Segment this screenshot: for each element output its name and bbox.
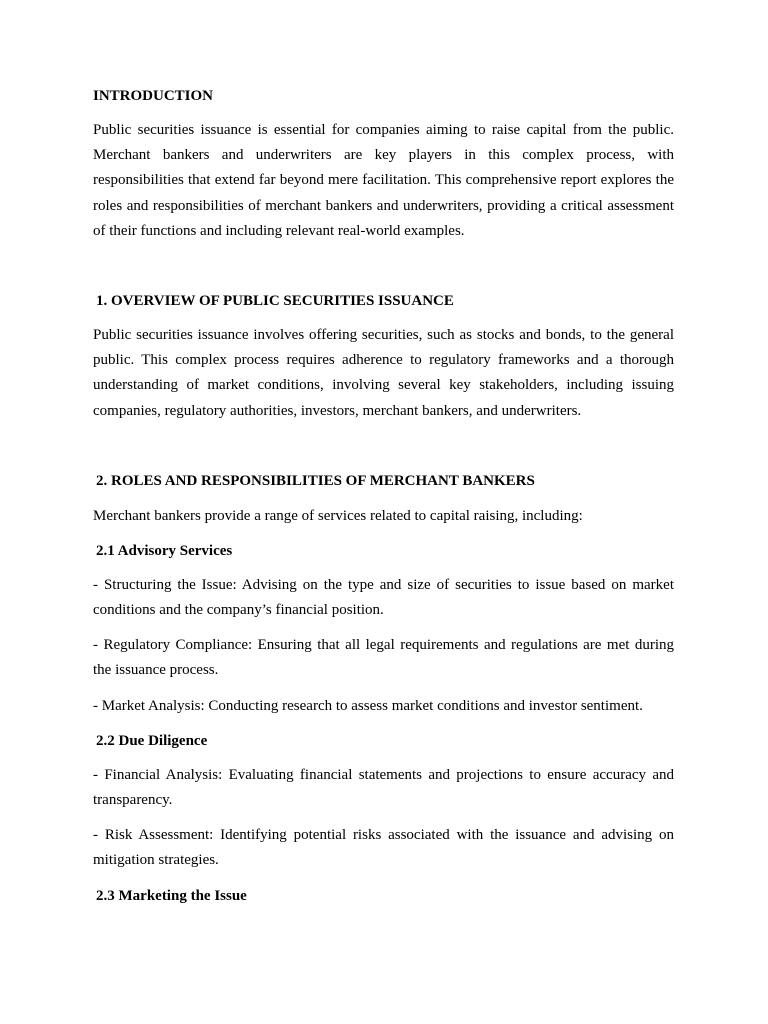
subsection-2-1-item-market-analysis: - Market Analysis: Conducting research to assess market conditions and investor sentiment. (93, 698, 643, 714)
intro-heading: INTRODUCTION (93, 88, 214, 104)
section-1-paragraph: Public securities issuance involves offering securities, such as stocks and bonds, to the general public. This complex process requires adherence to regulatory frameworks and a thorough understanding of market conditions, involving several key stakeholders, including issuing companies, regulatory authorities, investors, merchant bankers, and underwriters. (93, 327, 674, 419)
section-2-heading: 2. ROLES AND RESPONSIBILITIES OF MERCHANT BANKERS (96, 473, 535, 489)
subsection-2-2-item-financial-analysis: - Financial Analysis: Evaluating financial statements and projections to ensure accuracy and transparency. (93, 767, 674, 809)
intro-paragraph: Public securities issuance is essential for companies aiming to raise capital from the public. Merchant bankers and underwriters are key players in this complex process, with responsibilities that extend far beyond mere facilitation. This comprehensive report explores the roles and responsibilities of merchant bankers and underwriters, providing a critical assessment of their functions and including relevant real-world examples. (93, 122, 674, 239)
subsection-2-1-heading: 2.1 Advisory Services (96, 543, 233, 559)
subsection-2-1-item-structuring: - Structuring the Issue: Advising on the type and size of securities to issue based on market conditions and the company’s financial position. (93, 577, 674, 619)
section-1-heading: 1. OVERVIEW OF PUBLIC SECURITIES ISSUANCE (96, 293, 454, 309)
subsection-2-2-item-risk-assessment: - Risk Assessment: Identifying potential risks associated with the issuance and advising on mitigation strategies. (93, 827, 674, 869)
section-2-intro: Merchant bankers provide a range of services related to capital raising, including: (93, 508, 583, 524)
subsection-2-3-heading: 2.3 Marketing the Issue (96, 888, 247, 904)
subsection-2-2-heading: 2.2 Due Diligence (96, 733, 208, 749)
subsection-2-1-item-compliance: - Regulatory Compliance: Ensuring that all legal requirements and regulations are met during the issuance process. (93, 637, 674, 679)
